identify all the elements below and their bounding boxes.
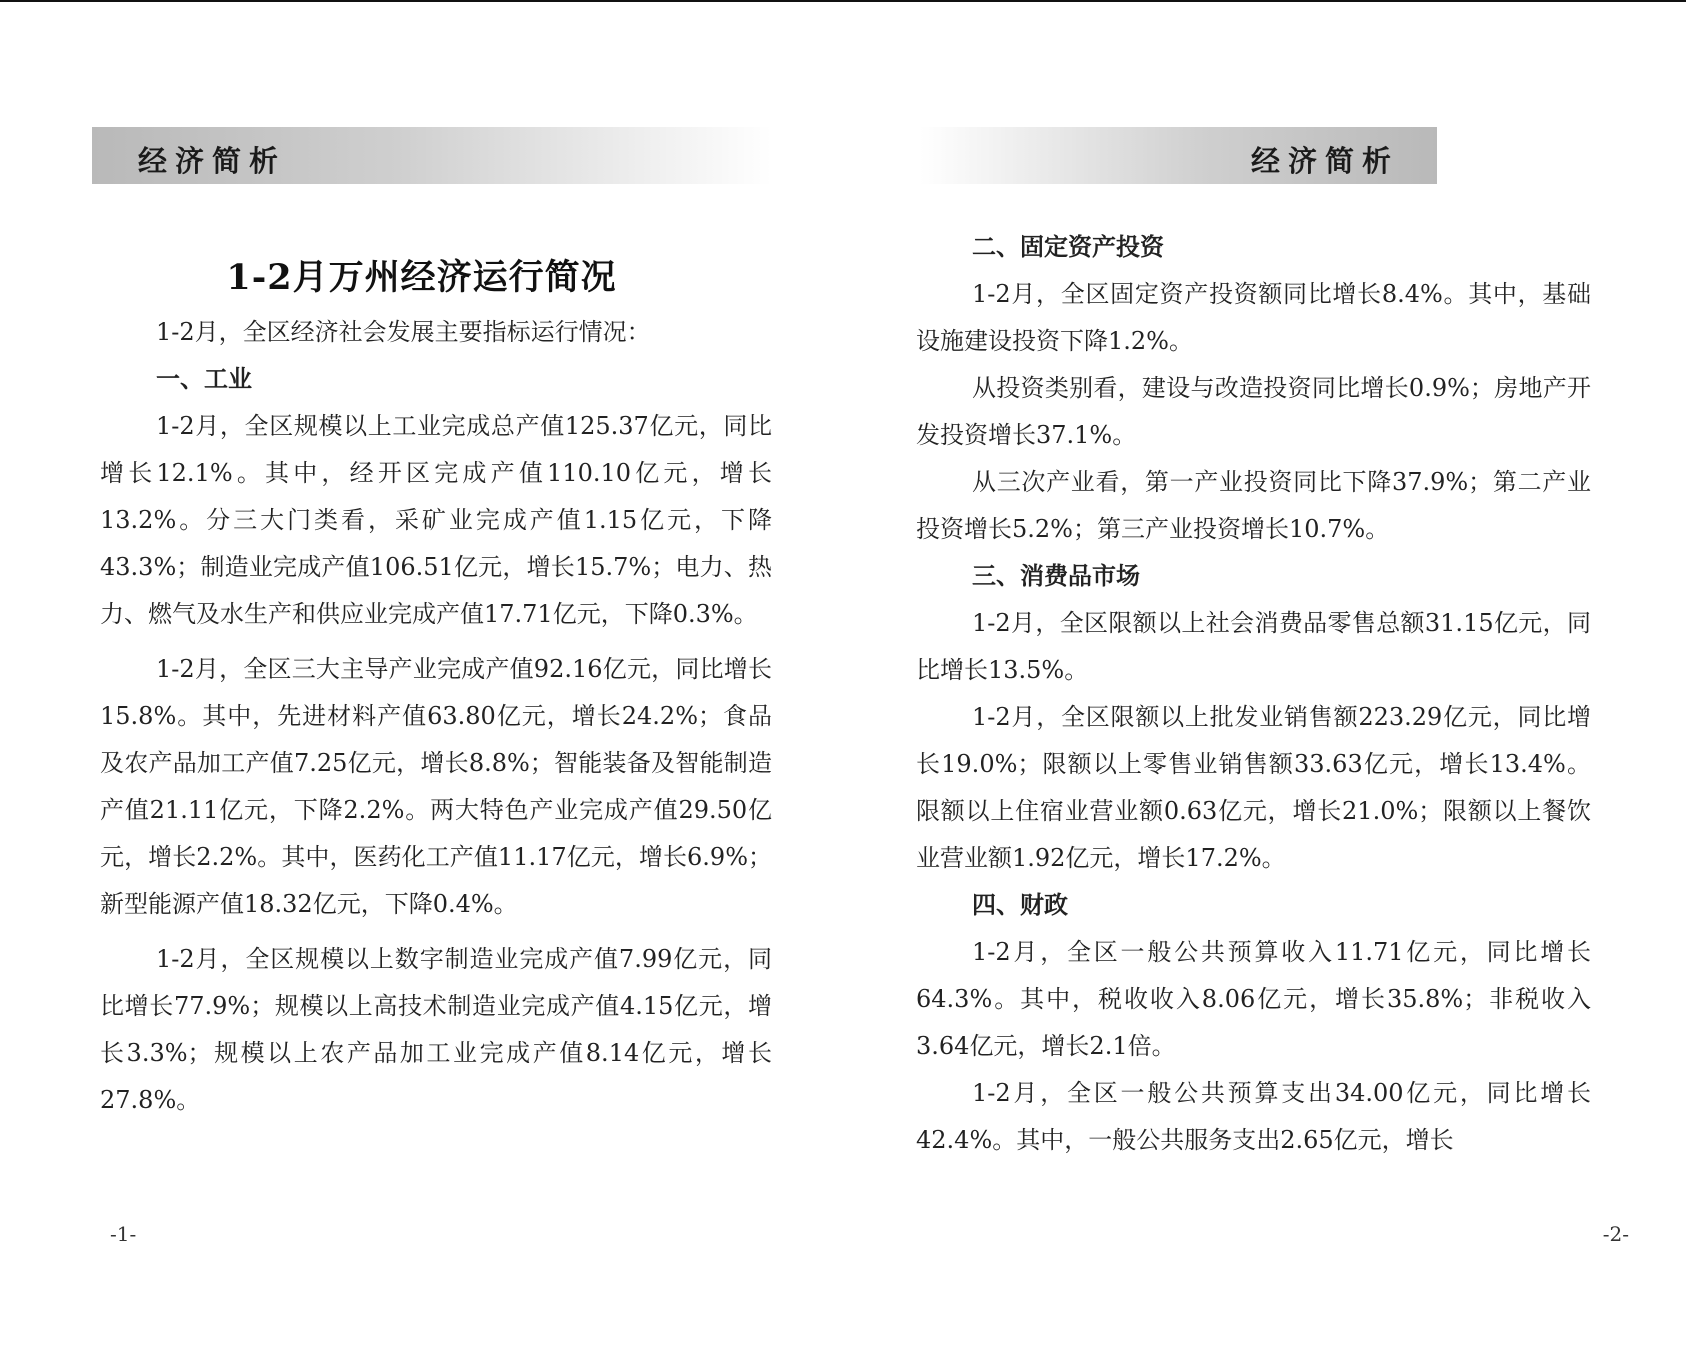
section-heading-industry: 一、工业 [156,365,252,393]
finance-paragraph-2: 1-2月，全区一般公共预算支出34.00亿元，同比增长42.4%。其中，一般公共服务支出2.65亿元，增长 [916,1079,1591,1154]
investment-paragraph-3: 从三次产业看，第一产业投资同比下降37.9%；第二产业投资增长5.2%；第三产业投资增长10.7%。 [916,468,1591,543]
right-body [916,224,1591,1164]
section-heading-consumer-market: 三、消费品市场 [972,562,1140,590]
consumer-paragraph-1: 1-2月，全区限额以上社会消费品零售总额31.15亿元，同比增长13.5%。 [916,609,1591,684]
header-banner [920,127,1437,184]
left-body [100,309,772,1124]
article-title: 1-2月万州经济运行简况 [226,257,617,298]
finance-paragraph-1: 1-2月，全区一般公共预算收入11.71亿元，同比增长64.3%。其中，税收收入8.06亿元，增长35.8%；非税收入3.64亿元，增长2.1倍。 [916,938,1591,1060]
section-heading-finance: 四、财政 [972,891,1068,919]
page-number: -2- [1602,1222,1629,1246]
intro-paragraph: 1-2月，全区经济社会发展主要指标运行情况： [156,318,651,346]
header-banner [92,127,772,184]
header-title: 经济简析 [1250,144,1399,178]
right-page [843,0,1686,1353]
page-number: -1- [110,1222,137,1246]
section-heading-investment: 二、固定资产投资 [972,233,1164,261]
industry-paragraph-1: 1-2月，全区规模以上工业完成总产值125.37亿元，同比增长12.1%。其中，经开区完成产值110.10亿元，增长13.2%。分三大门类看，采矿业完成产值1.15亿元，下降43.3%；制造业完成产值106.51亿元，增长15.7%；电力、热力、燃气及水生产和供应业完成产值17.71亿元，下降0.3%。 [100,412,772,628]
investment-paragraph-1: 1-2月，全区固定资产投资额同比增长8.4%。其中，基础设施建设投资下降1.2%。 [916,280,1591,355]
industry-paragraph-2: 1-2月，全区三大主导产业完成产值92.16亿元，同比增长15.8%。其中，先进材料产值63.80亿元，增长24.2%；食品及农产品加工产值7.25亿元，增长8.8%；智能装备及智能制造产值21.11亿元，下降2.2%。两大特色产业完成产值29.50亿元，增长2.2%。其中，医药化工产值11.17亿元，增长6.9%；新型能源产值18.32亿元，下降0.4%。 [100,655,772,918]
industry-paragraph-3: 1-2月，全区规模以上数字制造业完成产值7.99亿元，同比增长77.9%；规模以上高技术制造业完成产值4.15亿元，增长3.3%；规模以上农产品加工业完成产值8.14亿元，增长27.8%。 [100,945,772,1114]
investment-paragraph-2: 从投资类别看，建设与改造投资同比增长0.9%；房地产开发投资增长37.1%。 [916,374,1591,449]
header-title: 经济简析 [138,144,287,178]
consumer-paragraph-2: 1-2月，全区限额以上批发业销售额223.29亿元，同比增长19.0%；限额以上零售业销售额33.63亿元，增长13.4%。限额以上住宿业营业额0.63亿元，增长21.0%；限额以上餐饮业营业额1.92亿元，增长17.2%。 [916,703,1591,872]
